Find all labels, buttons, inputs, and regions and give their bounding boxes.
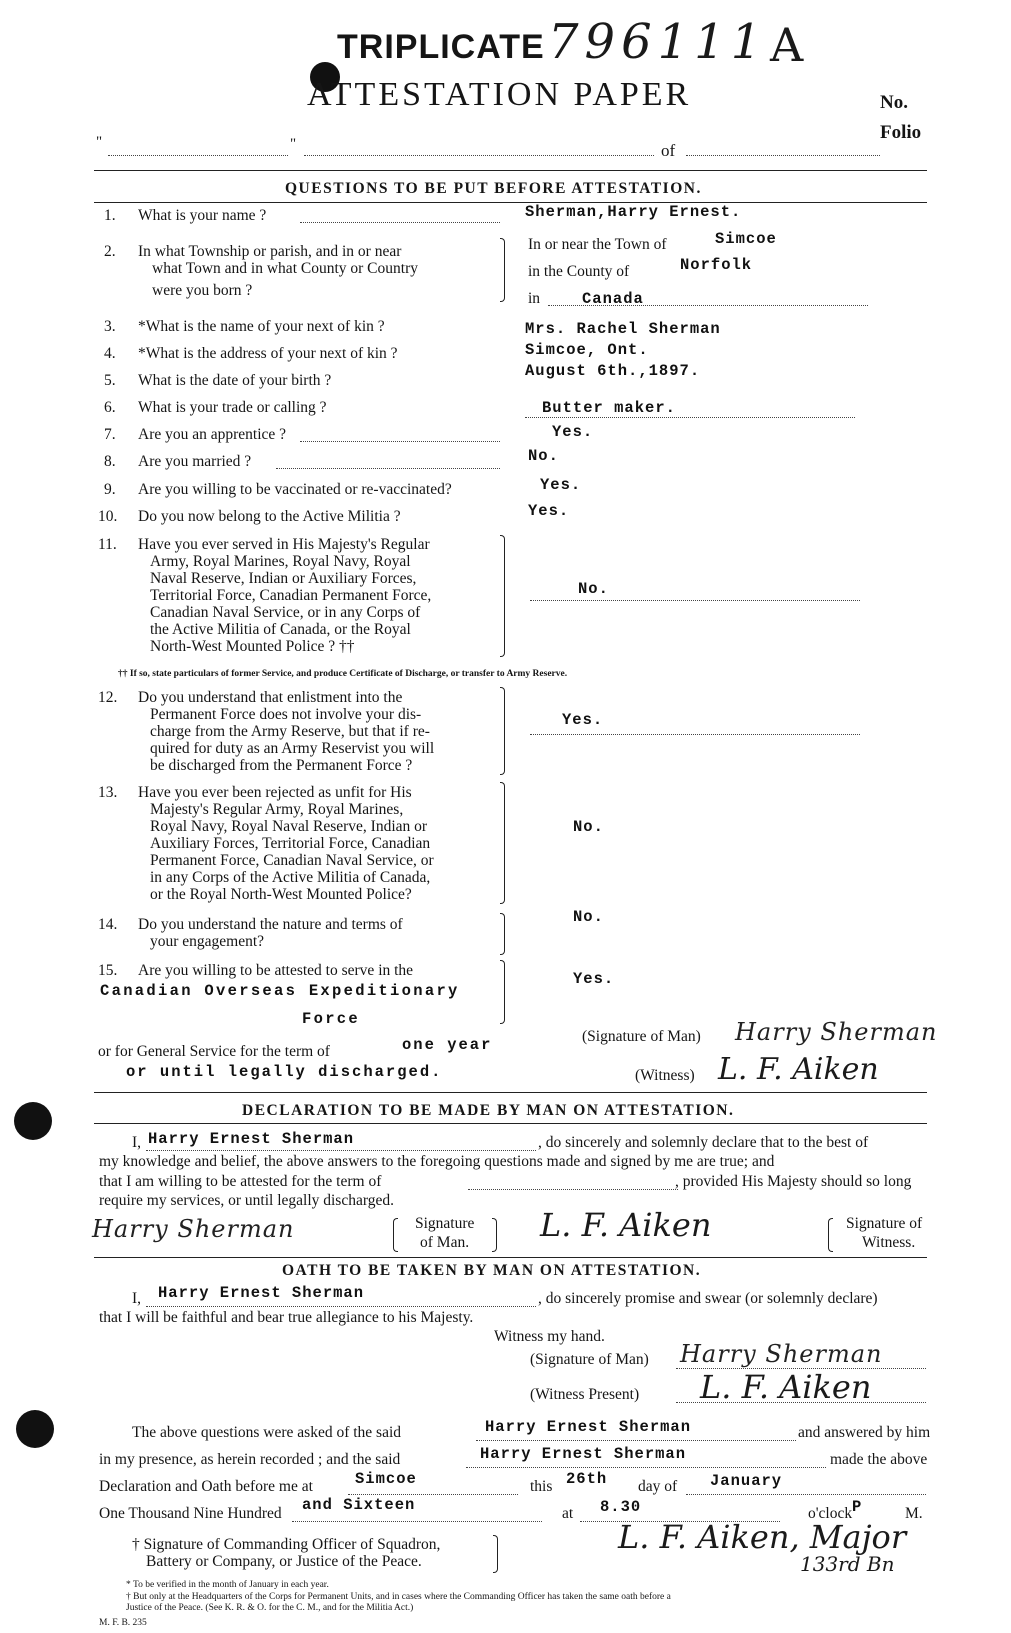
q14-brace xyxy=(500,913,505,955)
q1-text: What is your name ? xyxy=(138,207,267,224)
footnote-1: * To be verified in the month of January in each year. xyxy=(126,1580,329,1590)
punch-hole-left-2 xyxy=(16,1410,54,1448)
footnote-2: † But only at the Headquarters of the Corps for Permanent Units, and in cases where the Commanding Officer has taken the same oath before a xyxy=(126,1592,671,1602)
q13-line-7: or the Royal North-West Mounted Police? xyxy=(150,886,412,903)
q4-text: *What is the address of your next of kin ? xyxy=(138,345,398,362)
oath-heading: OATH TO BE TAKEN BY MAN ON ATTESTATION. xyxy=(282,1262,702,1279)
q12-line-3: charge from the Army Reserve, but that if re- xyxy=(150,723,430,740)
q14-number: 14. xyxy=(98,916,118,933)
cert-line-2-start: in my presence, as herein recorded ; and the said xyxy=(99,1451,401,1468)
gs-sig-man-label: (Signature of Man) xyxy=(582,1028,701,1045)
rule-declaration-top xyxy=(94,1092,927,1093)
q11-line-6: the Active Militia of Canada, or the Royal xyxy=(150,621,411,638)
blank-unit xyxy=(108,155,288,156)
officer-label-1: † Signature of Commanding Officer of Squadron, xyxy=(132,1536,441,1553)
declaration-line-1-rest: , do sincerely and solemnly declare that to the best of xyxy=(538,1134,869,1151)
form-number: M. F. B. 235 xyxy=(99,1618,147,1628)
footnote-3: Justice of the Peace. (See K. R. & O. for the C. M., and for the Militia Act.) xyxy=(126,1603,414,1613)
q2-line-1: In what Township or parish, and in or near xyxy=(138,243,402,260)
q15-text: Are you willing to be attested to serve in the xyxy=(138,962,414,979)
q14-answer: No. xyxy=(573,908,604,926)
decl-sig-brace-left xyxy=(393,1218,398,1252)
cert-month-dots xyxy=(686,1494,926,1495)
cert-line-3-start: Declaration and Oath before me at xyxy=(99,1478,313,1495)
q11-line-1: Have you ever served in His Majesty's Regular xyxy=(138,536,430,553)
blank-unit-3 xyxy=(686,155,880,156)
q2-county-label: in the County of xyxy=(528,263,630,280)
q12-line-2: Permanent Force does not involve your dis- xyxy=(150,706,422,723)
q13-line-2: Majesty's Regular Army, Royal Marines, xyxy=(150,801,404,818)
q11-line-4: Territorial Force, Canadian Permanent Force, xyxy=(150,587,432,604)
declaration-sig-man: Harry Sherman xyxy=(92,1215,295,1243)
cert-ampm: P xyxy=(852,1498,863,1516)
q13-line-3: Royal Navy, Royal Naval Reserve, Indian or xyxy=(150,818,428,835)
declaration-line-3-end: , provided His Majesty should so long xyxy=(675,1173,912,1190)
rule-declaration xyxy=(94,1123,927,1124)
q4-number: 4. xyxy=(104,345,116,362)
q12-number: 12. xyxy=(98,689,118,706)
questions-heading: QUESTIONS TO BE PUT BEFORE ATTESTATION. xyxy=(285,180,702,197)
q15-typed-line-1: Canadian Overseas Expeditionary xyxy=(100,982,460,1000)
gs-sig-man: Harry Sherman xyxy=(735,1018,938,1046)
q11-line-5: Canadian Naval Service, or in any Corps of xyxy=(150,604,421,621)
oath-name: Harry Ernest Sherman xyxy=(158,1284,365,1302)
q13-number: 13. xyxy=(98,784,118,801)
punch-hole-left xyxy=(14,1102,52,1140)
q7-dots xyxy=(300,441,500,442)
cert-line-1-start: The above questions were asked of the said xyxy=(132,1424,402,1441)
q13-line-1: Have you ever been rejected as unfit for His xyxy=(138,784,412,801)
no-label: No. xyxy=(880,92,908,113)
q6-answer: Butter maker. xyxy=(542,399,676,417)
q13-brace xyxy=(500,782,505,904)
cert-name2-dots xyxy=(466,1467,826,1468)
q11-number: 11. xyxy=(98,536,117,553)
of-label: of xyxy=(661,141,676,160)
q15-typed-line-2: Force xyxy=(302,1010,361,1028)
q8-dots xyxy=(276,468,500,469)
folio-label: Folio xyxy=(880,122,922,143)
declaration-name: Harry Ernest Sherman xyxy=(148,1130,355,1148)
q15-brace xyxy=(500,960,505,1024)
q2-line-3: were you born ? xyxy=(152,282,253,299)
cert-name-1: Harry Ernest Sherman xyxy=(485,1418,692,1436)
cert-oclock-label: o'clock xyxy=(808,1505,853,1522)
cert-at-label: at xyxy=(562,1505,574,1522)
q7-text: Are you an apprentice ? xyxy=(138,426,287,443)
q14-line-2: your engagement? xyxy=(150,933,265,950)
triplicate-label: TRIPLICATE xyxy=(337,28,545,66)
declaration-heading: DECLARATION TO BE MADE BY MAN ON ATTESTATION. xyxy=(242,1102,735,1119)
general-service-term-1: one year xyxy=(402,1036,493,1054)
decl-sig-brace-right xyxy=(492,1218,497,1252)
oath-line-2: that I will be faithful and bear true allegiance to his Majesty. xyxy=(99,1309,474,1326)
q8-text: Are you married ? xyxy=(138,453,252,470)
general-service-term-2: or until legally discharged. xyxy=(126,1063,443,1081)
cert-place-dots xyxy=(348,1494,518,1495)
q10-answer: Yes. xyxy=(528,502,570,520)
q5-number: 5. xyxy=(104,372,116,389)
cert-name1-dots xyxy=(476,1440,796,1441)
cert-line-2-end: made the above xyxy=(830,1451,928,1468)
q3-text: *What is the name of your next of kin ? xyxy=(138,318,385,335)
q10-text: Do you now belong to the Active Militia ? xyxy=(138,508,401,525)
oath-sig-man: Harry Sherman xyxy=(680,1340,883,1368)
q11-line-2: Army, Royal Marines, Royal Navy, Royal xyxy=(150,553,411,570)
q6-number: 6. xyxy=(104,399,116,416)
q9-number: 9. xyxy=(104,481,116,498)
declaration-witness: L. F. Aiken xyxy=(540,1206,712,1244)
q8-number: 8. xyxy=(104,453,116,470)
cert-place: Simcoe xyxy=(355,1470,417,1488)
cert-m-label: M. xyxy=(905,1505,923,1522)
q6-dots xyxy=(525,417,855,418)
cert-day-of-label: day of xyxy=(638,1478,678,1495)
declaration-sig-man-label-2: of Man. xyxy=(420,1234,470,1251)
q5-answer: August 6th.,1897. xyxy=(525,362,701,380)
decl-name-dots xyxy=(146,1150,536,1151)
oath-witness-label: (Witness Present) xyxy=(530,1386,640,1403)
rule-questions xyxy=(94,202,927,203)
rule-oath-top xyxy=(94,1257,927,1258)
q12-line-4: quired for duty as an Army Reservist you will xyxy=(150,740,435,757)
q7-answer: Yes. xyxy=(552,423,594,441)
q2-text xyxy=(138,243,498,299)
regimental-number: 796111 xyxy=(548,14,768,70)
q12-text xyxy=(138,689,500,774)
oath-line-1-rest: , do sincerely promise and swear (or solemnly declare) xyxy=(538,1290,878,1307)
blank-unit-2 xyxy=(304,155,654,156)
q1-number: 1. xyxy=(104,207,116,224)
declaration-witness-label-2: Witness. xyxy=(862,1234,916,1251)
officer-label-2: Battery or Company, or Justice of the Peace. xyxy=(146,1553,422,1570)
suffix-letter: A xyxy=(770,18,804,72)
q1-answer: Sherman,Harry Ernest. xyxy=(525,203,742,221)
q2-brace xyxy=(500,238,505,302)
rule-top xyxy=(94,170,927,171)
cert-this-label: this xyxy=(530,1478,553,1495)
q12-brace xyxy=(500,687,505,775)
oath-name-dots xyxy=(146,1306,536,1307)
q8-answer: No. xyxy=(528,447,559,465)
cert-year-dots xyxy=(292,1521,542,1522)
declaration-line-3-start: that I am willing to be attested for the term of xyxy=(99,1173,382,1190)
cert-line-1-end: and answered by him xyxy=(798,1424,931,1441)
q12-answer: Yes. xyxy=(562,711,604,729)
q12-line-5: be discharged from the Permanent Force ? xyxy=(150,757,413,774)
quote-open: " xyxy=(96,134,103,150)
oath-witness: L. F. Aiken xyxy=(700,1368,872,1406)
decl-witness-brace xyxy=(828,1218,833,1252)
q1-dots xyxy=(300,222,500,223)
dagger-footnote: †† If so, state particulars of former Service, and produce Certificate of Discharge, or transfer to Army Reserve. xyxy=(118,669,568,679)
q2-number: 2. xyxy=(104,243,116,260)
cert-time: 8.30 xyxy=(600,1498,642,1516)
q2-county: Norfolk xyxy=(680,256,753,274)
q10-number: 10. xyxy=(98,508,118,525)
officer-unit: 133rd Bn xyxy=(800,1552,895,1576)
declaration-line-4: require my services, or until legally discharged. xyxy=(99,1192,394,1209)
q9-text: Are you willing to be vaccinated or re-vaccinated? xyxy=(138,481,452,498)
document-title: ATTESTATION PAPER xyxy=(307,76,692,113)
q2-line-2: what Town and in what County or Country xyxy=(152,260,418,277)
q13-line-5: Permanent Force, Canadian Naval Service, or xyxy=(150,852,434,869)
q13-line-6: in any Corps of the Active Militia of Canada, xyxy=(150,869,431,886)
q14-text xyxy=(138,916,500,950)
q2-town: Simcoe xyxy=(715,230,777,248)
cert-year: and Sixteen xyxy=(302,1496,416,1514)
q3-number: 3. xyxy=(104,318,116,335)
decl-term-dots xyxy=(468,1189,678,1190)
cert-day: 26th xyxy=(566,1470,608,1488)
q5-text: What is the date of your birth ? xyxy=(138,372,332,389)
q13-line-4: Auxiliary Forces, Territorial Force, Canadian xyxy=(150,835,431,852)
q14-line-1: Do you understand the nature and terms of xyxy=(138,916,403,933)
q7-number: 7. xyxy=(104,426,116,443)
cert-name-2: Harry Ernest Sherman xyxy=(480,1445,687,1463)
cert-line-4-start: One Thousand Nine Hundred xyxy=(99,1505,282,1522)
q15-number: 15. xyxy=(98,962,118,979)
declaration-witness-label-1: Signature of xyxy=(846,1215,923,1232)
q13-answer: No. xyxy=(573,818,604,836)
declaration-sig-man-label-1: Signature xyxy=(415,1215,475,1232)
q15-answer: Yes. xyxy=(573,970,615,988)
q2-in-label: in xyxy=(528,290,541,307)
q11-line-7: North-West Mounted Police ? †† xyxy=(150,638,355,655)
general-service-label: or for General Service for the term of xyxy=(98,1043,330,1060)
q11-text xyxy=(138,536,500,655)
q11-brace xyxy=(500,535,505,657)
q11-answer: No. xyxy=(578,580,609,598)
q3-answer: Mrs. Rachel Sherman xyxy=(525,320,721,338)
q9-answer: Yes. xyxy=(540,476,582,494)
q11-line-3: Naval Reserve, Indian or Auxiliary Forces, xyxy=(150,570,417,587)
declaration-i-label: I, xyxy=(132,1134,142,1151)
q12-dots xyxy=(530,734,860,735)
gs-witness-label: (Witness) xyxy=(635,1067,695,1084)
oath-witness-hand: Witness my hand. xyxy=(494,1328,605,1345)
officer-brace xyxy=(493,1535,498,1573)
q2-town-label: In or near the Town of xyxy=(528,236,667,253)
q13-text xyxy=(138,784,500,903)
gs-witness: L. F. Aiken xyxy=(718,1052,879,1087)
declaration-line-2: my knowledge and belief, the above answers to the foregoing questions made and signed by me are true; and xyxy=(99,1153,775,1170)
cert-month: January xyxy=(710,1472,783,1490)
q2-country: Canada xyxy=(582,290,644,308)
q11-dots xyxy=(530,600,860,601)
quote-close: " xyxy=(290,136,297,152)
oath-sig-man-label: (Signature of Man) xyxy=(530,1351,649,1368)
officer-signature: L. F. Aiken, Major xyxy=(618,1518,907,1556)
q4-answer: Simcoe, Ont. xyxy=(525,341,649,359)
q12-line-1: Do you understand that enlistment into the xyxy=(138,689,403,706)
oath-i-label: I, xyxy=(132,1290,142,1307)
q6-text: What is your trade or calling ? xyxy=(138,399,327,416)
